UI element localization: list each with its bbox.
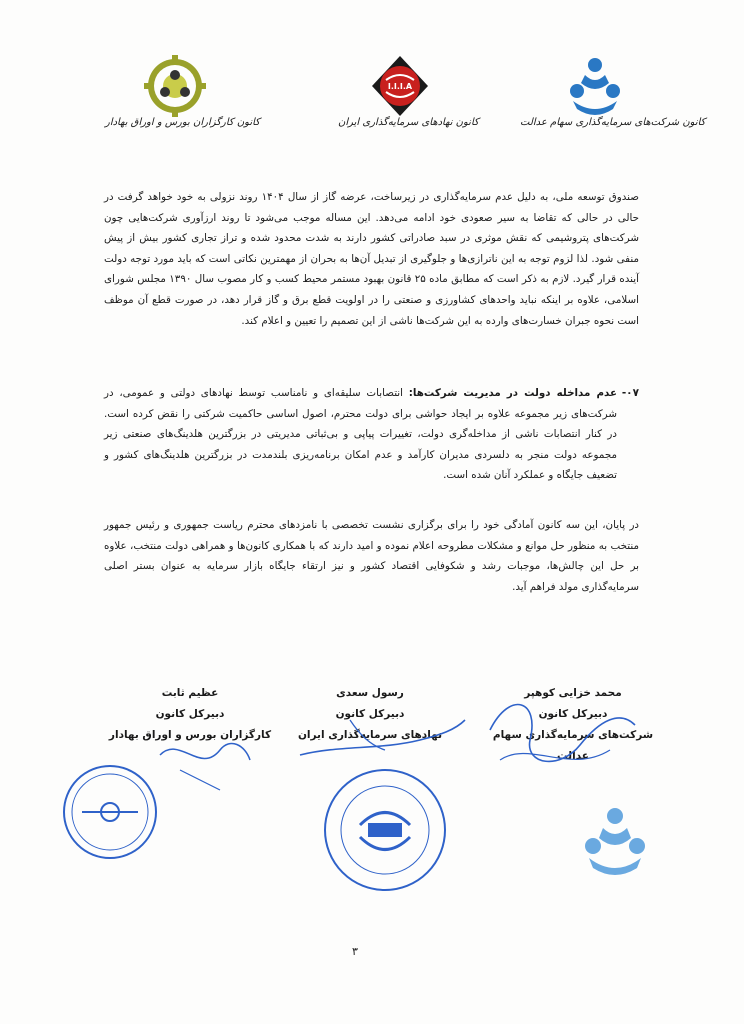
kargozaran-logo: [105, 55, 260, 145]
signatory-org: کارگزاران بورس و اوراق بهادار: [108, 729, 272, 741]
stamp-left: [60, 762, 160, 862]
handwritten-signature-left: [150, 715, 260, 795]
handwritten-signature-mid: [290, 700, 470, 770]
logo-right-caption: کانون شرکت‌های سرمایه‌گذاری سهام عدالت: [520, 117, 706, 128]
signatory-name: عظیم ثابت: [161, 687, 219, 699]
item-7-text: [104, 383, 617, 486]
signatory-title: دبیرکل کانون: [155, 708, 225, 720]
item-7-number: ۰۷-: [621, 387, 639, 399]
signatory-org: شرکت‌های سرمایه‌گذاری سهام عدالت: [492, 729, 654, 762]
iiia-logo: [330, 55, 479, 145]
logo-mid-caption: کانون نهادهای سرمایه‌گذاری ایران: [338, 117, 479, 128]
item-7-body: انتصابات سلیقه‌ای و نامناسب توسط نهادهای دولتی و عمومی، در شرکت‌های زیر مجموعه علاوه بر ایجاد حواشی برای دولت محترم، اصول اساسی حاکمیت شرکتی را نقض کرده است. در کنار انتصابات ناشی از مداخله‌گری دولت، تغییرات پیاپی و بی‌ثباتی مدیریتی در بزرگترین هلدینگ‌های صنعتی زیر مجموعه دولت منجر به دلسردی مدیران کارآمد و عدم امکان برنامه‌ریزی بلندمدت در بزرگترین هلدینگ‌های کشور و تضعیف جایگاه و عملکرد آنان شده است.: [104, 387, 617, 482]
signatory-title: دبیرکل کانون: [335, 708, 405, 720]
signatory-title: دبیرکل کانون: [538, 708, 608, 720]
paragraph-closing: در پایان، این سه کانون آمادگی خود را برای برگزاری نشست تخصصی با نامزدهای محترم ریاست جمهوری و رئیس جمهور منتخب به منظور حل موانع و مشکلات مطروحه اعلام نموده و امید دارند که با همکاری کانون‌ها و همراهی دولت منتخب، علاوه بر حل این چالش‌ها، موجبات رشد و شکوفایی اقتصاد کشور و نیز ارتقاء جایگاه بازار سرمایه به عنوان بستر اصلی سرمایه‌گذاری مولد فراهم آید.: [104, 519, 639, 593]
signatory-org: نهادهای سرمایه‌گذاری ایران: [297, 729, 443, 741]
paragraph-main: صندوق توسعه ملی، به دلیل عدم سرمایه‌گذاری در زیرساخت، عرضه گاز از سال ۱۴۰۴ روند نزولی به خود خواهد گرفت در حالی در حالی که تقاضا به سیر صعودی خود ادامه می‌دهد. این مساله موجب می‌شود تا روند ارزآوری شرکت‌هایی چون شرکت‌های پتروشیمی که نقش موثری در سبد صادراتی کشور دارند به شدت محدود شده و تراز تجاری کشور بیش از پیش منفی شود. لذا لزوم توجه به این ناترازی‌ها و جلوگیری از تبدیل آن‌ها به بحران از مهمترین نکاتی است که باید مورد توجه دولت آینده قرار گیرد. لازم به ذکر است که مطابق ماده ۲۵ قانون بهبود مستمر محیط کسب و کار مصوب سال ۱۳۹۰ مجلس شورای اسلامی، علاوه بر اینکه نباید واحدهای کشاورزی و صنعتی را در اولویت قطع برق و گاز قرار دهد، در صورت قطع آن موظف است نحوه جبران خسارت‌های وارده به این شرکت‌ها ناشی از این تصمیم را تعیین و اعلام کند.: [104, 191, 639, 327]
edalat-emblem-icon: [515, 55, 665, 117]
gear-emblem-icon: [105, 55, 245, 117]
page-number: ۳: [352, 945, 358, 958]
stamp-right-logo: [560, 800, 670, 900]
signatory-name: رسول سعدی: [336, 687, 404, 699]
edalat-logo: [515, 55, 706, 145]
iiia-emblem-icon: [330, 55, 470, 117]
handwritten-signature-right: [470, 670, 650, 780]
item-7: [104, 383, 639, 503]
item-7-heading: عدم مداخله دولت در مدیریت شرکت‌ها:: [408, 387, 617, 399]
logo-mid-mark: I.I.I.A: [387, 82, 413, 91]
logo-left-caption: کانون کارگزاران بورس و اوراق بهادار: [105, 117, 260, 128]
signatory-name: محمد خزایی کوهپر: [524, 687, 622, 699]
stamp-mid: [320, 765, 450, 895]
